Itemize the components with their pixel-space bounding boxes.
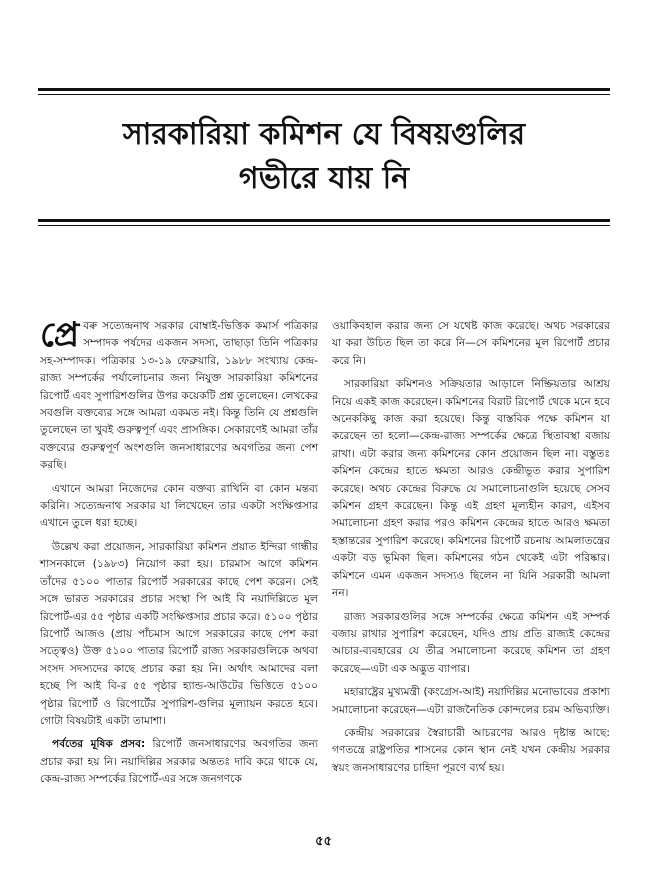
paragraph: মহারাষ্ট্রের মুখ্যমন্ত্রী (কংগ্রেস-আই) নয়াদিল্লির মনোভাবের প্রকাশ্য সমালোচনা করেছেন—এটা রাজনৈতিক কোন্দলের চরম অভিব্যক্তি। [332,686,610,716]
headline-line-2: গভীরে যায় নি [238,161,410,196]
paragraph: রাজ্য সরকারগুলির সঙ্গে সম্পর্কের ক্ষেত্রে কমিশন এই সম্পর্ক বজায় রাখার সুপারিশ করেছেন, যদিও প্রায় প্রতি রাজ্যই কেন্দ্রের আচার-ব্যবহারের যে তীব্র সমালোচনা করেছে কমিশন তা গ্রহণ করেছে—এটা এক অদ্ভুত ব্যাপার। [332,610,610,675]
paragraph: ওয়াকিবহাল করার জন্য সে যথেষ্ট কাজ করেছে। অথচ সরকারের যা করা উচিত ছিল তা করে নি—সে কমিশনের মূল রিপোর্ট প্রচার করে নি। [332,320,610,367]
headline-line-1: সারকারিয়া কমিশন যে বিষয়গুলির [122,117,526,152]
bottom-rule [38,219,610,222]
page-number: ৫৫ [315,834,332,849]
paragraph [40,315,318,475]
paragraph: সারকারিয়া কমিশনও সক্রিয়তার আড়ালে নিষ্ক্রিয়তার আশ্রয় নিয়ে একই কাজ করেছেন। কমিশনের বিরাট রিপোর্ট থেকে মনে হবে অনেককিছু কাজ করা হয়েছে। কিন্তু বাস্তবিক পক্ষে কমিশন যা করেছেন তা হলো—কেন্দ্র-রাজ্য সম্পর্কের ক্ষেত্রে স্থিতাবস্থা বজায় রাখা। এটা করার জন্য কমিশনের কোন প্রয়োজন ছিল না। বস্তুতঃ কমিশন কেন্দ্রের হাতে ক্ষমতা আরও কেন্দ্রীভূত করার সুপারিশ করেছে। অথচ কেন্দ্রের বিরুদ্ধে যে সমালোচনাগুলি হয়েছে সেসব কমিশন গ্রহণ করেছেন। কিন্তু এই গ্রহণ মূল্যহীন কারণ, এইসব সমালোচনা গ্রহণ করার পরও কমিশন কেন্দ্রের হাতে আরও ক্ষমতা হস্তান্তরের সুপারিশ করেছে। কমিশনের রিপোর্ট রচনায় আমলাতন্ত্রের একটা বড় ভূমিকা ছিল। কমিশনের গঠন থেকেই এটা পরিষ্কার। কমিশনে এমন একজন সদস্যও ছিলেন না যিনি সরকারী আমলা নন। [332,378,610,600]
top-rule [38,88,610,91]
article-column-right [332,318,610,783]
paragraph-text: রিপোর্ট জনসাধারণের অবগতির জন্য প্রচার করা হয় নি। নয়াদিল্লির সরকার অন্ততঃ দাবি করে থাকে যে, কেন্দ্র-রাজ্য সম্পর্কের রিপোর্ট-এর সঙ্গে জনগণকে [40,738,318,786]
top-rule-thin [38,94,610,95]
paragraph: কেন্দ্রীয় সরকারের স্বৈরাচারী আচরণের আরও দৃষ্টান্ত আছে: গণতন্ত্রে রাষ্ট্রপতির শাসনের কোন স্থান নেই যখন কেন্দ্রীয় সরকার স্বয়ং জনসাধারণের চাহিদা পূরণে ব্যর্থ হয়। [332,726,610,774]
drop-cap: প্রে [40,315,80,355]
paragraph: উল্লেখ করা প্রয়োজন, সারকারিয়া কমিশন প্রয়াত ইন্দিরা গান্ধীর শাসনকালে (১৯৮৩) নিয়োগ করা হয়। চারমাস আগে কমিশন তাঁদের ৫১০০ পাতার রিপোর্ট সরকারের কাছে পেশ করেন। সেই সঙ্গে ভারত সরকারের প্রচার সংস্থা পি আই বি নয়াদিল্লিতে মূল রিপোর্ট-এর ৫৫ পৃষ্ঠার একটি সংক্ষিপ্তসার প্রচার করে। ৫১০০ পৃষ্ঠার রিপোর্ট আজও (প্রায় পাঁচমাস আগে সরকারের কাছে পেশ করা সত্ত্বেও) উক্ত ৫১০০ পাতার রিপোর্ট রাজ্য সরকারগুলিকে অথবা সংসদ সদস্যদের কাছে প্রচার করা হয় নি। অর্থাৎ আমাদের বলা হচ্ছে পি আই বি-র ৫৫ পৃষ্ঠার হ্যান্ড-আউটের ভিত্তিতে ৫১০০ পৃষ্ঠার রিপোর্ট ও রিপোর্টের সুপারিশ-গুলির মূল্যায়ন করতে হবে। গোটা বিষয়টাই একটা তামাশা। [40,540,318,727]
paragraph [40,736,318,788]
article-column-left [40,315,318,795]
subheading: পর্বতের মূষিক প্রসব: [52,738,146,751]
paragraph: এখানে আমরা নিজেদের কোন বক্তব্য রাখিনি বা কোন মন্তব্য করিনি। সত্যেন্দ্রনাথ সরকার যা লিখেছেন তার একটা সংক্ষিপ্তসার এখানে তুলে ধরা হচ্ছে। [40,482,318,530]
paragraph-text: বৰু সত্যেন্দ্রনাথ সরকার বোম্বাই-ভিত্তিক কমার্স পত্রিকার সম্পাদক পর্ষদের একজন সদস্য, তাছাড়া তিনি পত্রিকার সহ-সম্পাদক। পত্রিকার ১৩-১৯ ফেব্রুয়ারি, ১৯৮৮ সংখ্যায় কেন্দ্র-রাজ্য সম্পর্কের পর্যালোচনার জন্য নিযুক্ত সারকারিয়া কমিশনের রিপোর্ট এবং সুপারিশগুলির উপর কয়েকটি প্রশ্ন তুলেছেন। লেখকের সবগুলি বক্তব্যের সঙ্গে আমরা একমত নই। কিন্তু তিনি যে প্রশ্নগুলি তুলেছেন তা খুবই গুরুত্বপূর্ণ এবং প্রাসঙ্গিক। সেকারণেই আমরা তাঁর বক্তব্যের গুরুত্বপূর্ণ অংশগুলি জনসাধারণের অবগতির জন্য পেশ করছি। [40,320,318,472]
bottom-rule-thin [38,225,610,226]
